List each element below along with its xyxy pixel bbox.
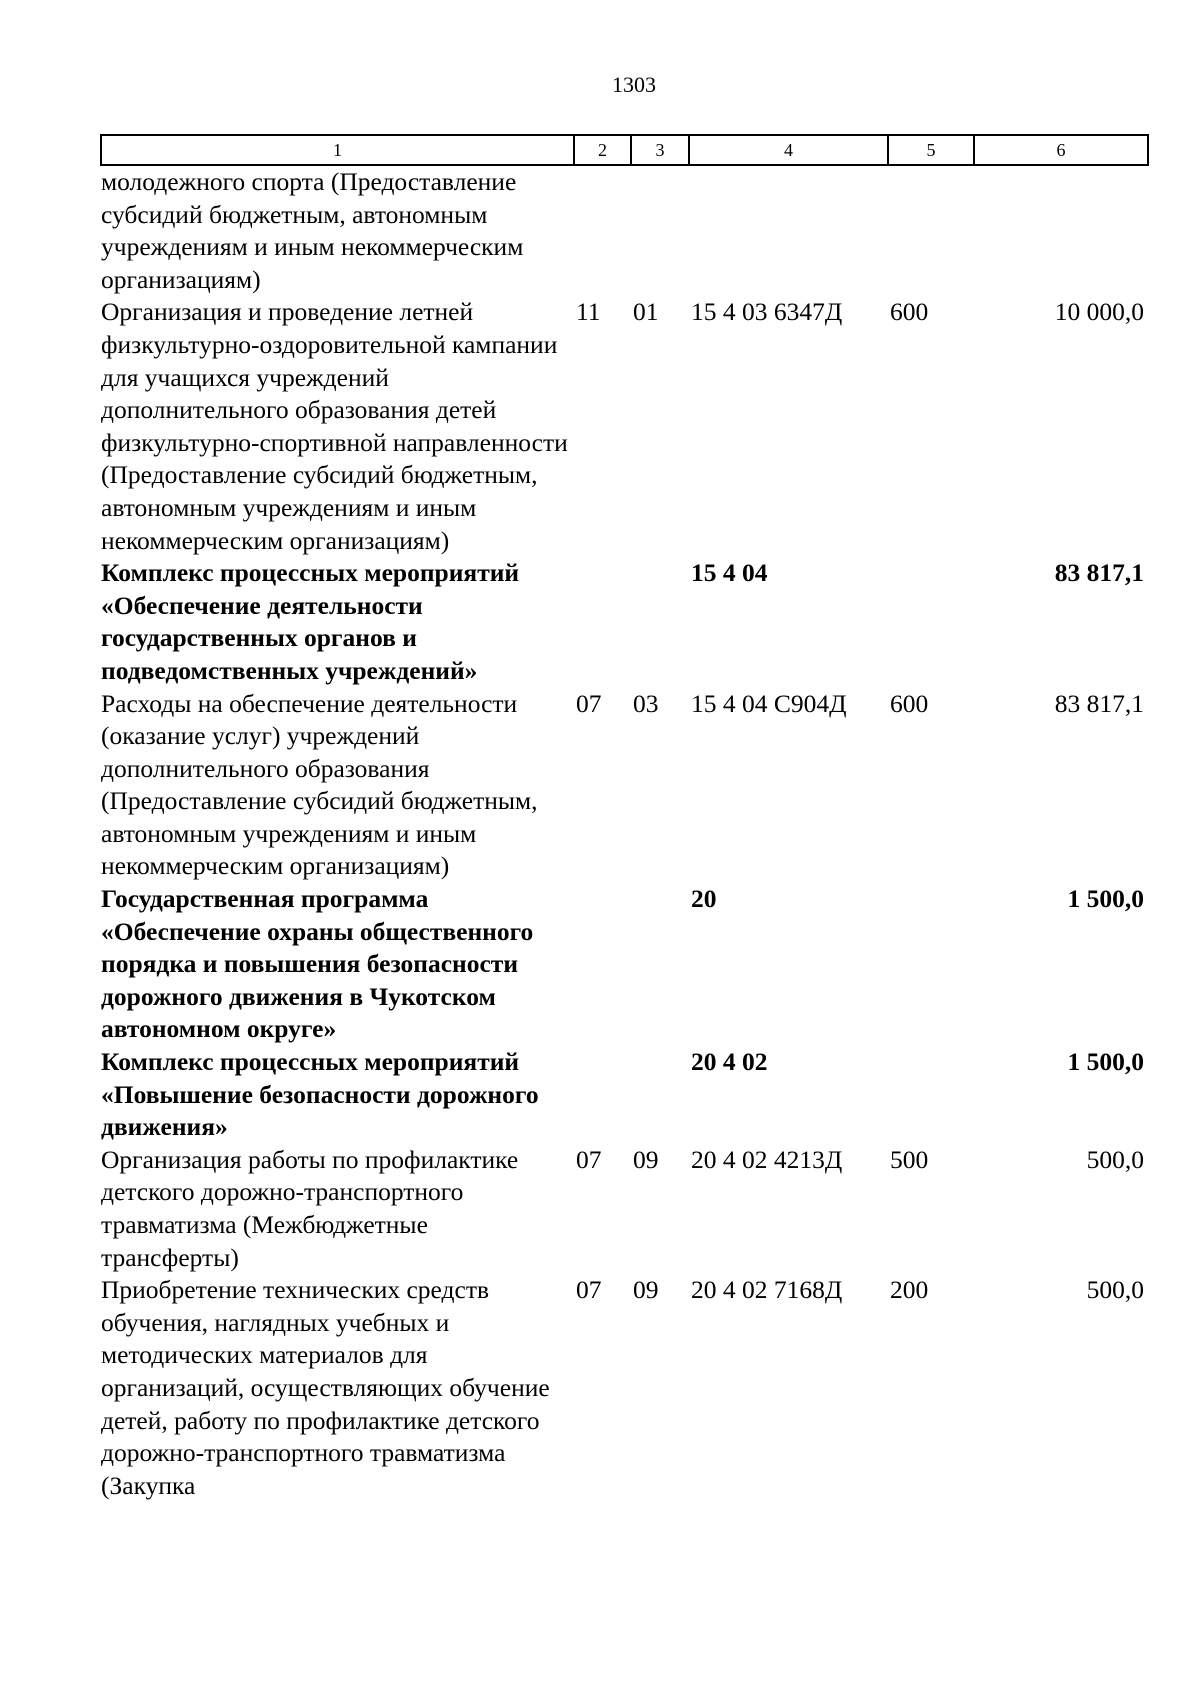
row-expense-type-code [888, 165, 974, 296]
row-amount: 1 500,0 [1067, 1047, 1144, 1077]
row-subsection-code [631, 165, 689, 296]
row-subsection-code: 01 [633, 297, 659, 327]
table-body [101, 165, 1148, 1502]
row-name: молодежного спорта (Предоставление субсидий бюджетным, автономным учреждениям и иным некоммерческим организациям) [101, 167, 524, 294]
table-row [101, 688, 1148, 884]
row-section-code: 07 [576, 688, 602, 718]
row-expense-type-code [888, 1046, 974, 1144]
row-target-article-code: 15 4 04 [691, 558, 768, 588]
table-header-row [101, 135, 1148, 165]
row-subsection-code: 09 [633, 1144, 659, 1174]
row-amount: 1 500,0 [1067, 884, 1144, 914]
row-expense-type-code: 600 [890, 688, 929, 718]
row-expense-type-code [888, 883, 974, 1046]
row-amount: 500,0 [1086, 1275, 1144, 1305]
row-expense-type-code: 600 [890, 297, 929, 327]
row-target-article-code [689, 165, 888, 296]
row-amount: 83 817,1 [1054, 688, 1144, 718]
row-name: Государственная программа «Обеспечение охраны общественного порядка и повышения безопасности дорожного движения в Чукотском автономном округе» [101, 884, 534, 1044]
row-target-article-code: 20 [691, 884, 717, 914]
table-row [101, 557, 1148, 687]
column-header-1: 1 [101, 135, 574, 165]
page-number: 1303 [612, 72, 656, 97]
row-section-code [574, 165, 631, 296]
column-header-2: 2 [574, 135, 631, 165]
column-header-6: 6 [974, 135, 1148, 165]
row-expense-type-code: 500 [890, 1144, 929, 1174]
column-header-3: 3 [631, 135, 689, 165]
row-section-code: 07 [576, 1275, 602, 1305]
column-header-5: 5 [888, 135, 974, 165]
table-row [101, 1046, 1148, 1144]
table-row [101, 883, 1148, 1046]
table-row [101, 1274, 1148, 1502]
row-subsection-code: 09 [633, 1275, 659, 1305]
budget-table [100, 134, 1149, 1502]
table-row [101, 1144, 1148, 1274]
row-subsection-code: 03 [633, 688, 659, 718]
row-amount: 10 000,0 [1054, 297, 1144, 327]
row-section-code: 11 [576, 297, 601, 327]
row-subsection-code [631, 1046, 689, 1144]
column-header-4: 4 [689, 135, 888, 165]
row-section-code [574, 557, 631, 687]
row-name: Приобретение технических средств обучения, наглядных учебных и методических материалов для организаций, осуществляющих обучение детей, работу по профилактике детского дорожно-транспортного травматизма (Закупка [101, 1275, 550, 1500]
row-section-code: 07 [576, 1144, 602, 1174]
row-name: Комплекс процессных мероприятий «Обеспечение деятельности государственных органов и подведомственных учреждений» [101, 558, 520, 685]
row-amount: 500,0 [1086, 1144, 1144, 1174]
row-expense-type-code: 200 [890, 1275, 929, 1305]
row-expense-type-code [888, 557, 974, 687]
row-subsection-code [631, 557, 689, 687]
row-target-article-code: 20 4 02 4213Д [691, 1144, 843, 1174]
table-row [101, 296, 1148, 557]
row-name: Расходы на обеспечение деятельности (оказание услуг) учреждений дополнительного образования (Предоставление субсидий бюджетным, автономным учреждениям и иным некоммерческим организациям) [101, 688, 538, 881]
row-target-article-code: 15 4 03 6347Д [691, 297, 843, 327]
row-amount [974, 165, 1148, 296]
row-section-code [574, 1046, 631, 1144]
row-name: Организация и проведение летней физкультурно-оздоровительной кампании для учащихся учреждений дополнительного образования детей физкультурно-спортивной направленности (Предоставление субсидий бюджетным, автономным учреждениям и иным некоммерческим организациям) [101, 297, 568, 555]
row-section-code [574, 883, 631, 1046]
row-target-article-code: 20 4 02 7168Д [691, 1275, 843, 1305]
table-row [101, 165, 1148, 296]
row-target-article-code: 15 4 04 С904Д [691, 688, 847, 718]
row-amount: 83 817,1 [1054, 558, 1144, 588]
row-name: Комплекс процессных мероприятий «Повышение безопасности дорожного движения» [101, 1047, 539, 1142]
row-name: Организация работы по профилактике детского дорожно-транспортного травматизма (Межбюджетные трансферты) [101, 1144, 519, 1272]
row-subsection-code [631, 883, 689, 1046]
row-target-article-code: 20 4 02 [691, 1047, 768, 1077]
